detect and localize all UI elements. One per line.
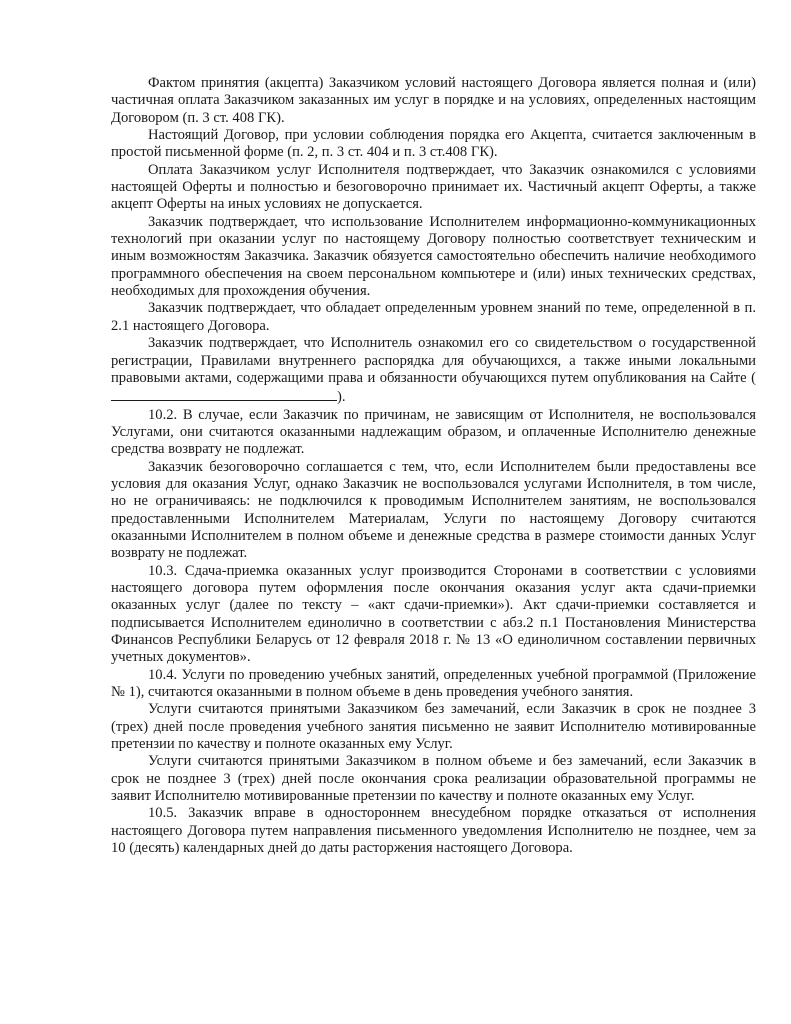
paragraph-contract-form: Настоящий Договор, при условии соблюдения порядка его Акцепта, считается заключенным в простой письменной форме (п. 2, п. 3 ст. 404 и п. 3 ст.408 ГК). [111, 127, 756, 161]
clause-10-5 [111, 805, 756, 857]
paragraph-unconditional-agreement: Заказчик безоговорочно соглашается с тем, что, если Исполнителем были предоставлены все условия для оказания Услуг, однако Заказчик не воспользовался услугами Исполнителя, в том числе, но не ограничиваясь: не подключился к проводимым Исполнителем занятиям, не воспользовался предоставленными Исполнителем Материалам, Услуги по настоящему Договору считаются оказанными Исполнителем в полном объеме и денежные средства в размере стоимости данных Услуг возврату не подлежат. [111, 458, 756, 562]
clause-10-2 [111, 407, 756, 459]
paragraph-acceptance-fact: Фактом принятия (акцепта) Заказчиком условий настоящего Договора является полная и (или) частичная оплата Заказчиком заказанных им услуг в порядке и на условиях, определенных настоящим Договором (п. 3 ст. 408 ГК). [111, 75, 756, 126]
paragraph-knowledge-level: Заказчик подтверждает, что обладает определенным уровнем знаний по теме, определенной в п. 2.1 настоящего Договора. [111, 300, 756, 334]
clause-number: 10.3. [148, 562, 178, 579]
website-blank-line [111, 387, 337, 401]
clause-10-3 [111, 563, 756, 667]
paragraph-text-before: Заказчик подтверждает, что Исполнитель ознакомил его со свидетельством о государственной регистрации, Правилами внутреннего распорядка для обучающихся, а также иными локальными правовыми актами, содержащими права и обязанности обучающихся путем опубликования на Сайте ( [111, 335, 756, 386]
clause-number: 10.5. [148, 805, 178, 822]
clause-number: 10.2. [148, 406, 178, 423]
clause-text: В случае, если Заказчик по причинам, не зависящим от Исполнителя, не воспользовался Услугами, они считаются оказанными надлежащим образом, и оплаченные Исполнителю денежные средства возврату не подлежат. [111, 406, 756, 458]
clause-text: Заказчик вправе в одностороннем внесудебном порядке отказаться от исполнения настоящего Договора путем направления письменного уведомления Исполнителю не позднее, чем за 10 (десять) календарных дней до даты расторжения настоящего Договора. [111, 805, 756, 857]
paragraph-registration-familiarized [111, 335, 756, 406]
clause-text: Сдача-приемка оказанных услуг производится Сторонами в соответствии с условиями настоящего договора путем оформления после окончания оказания услуг акта сдачи-приемки оказанных услуг (далее по тексту – «акт сдачи-приемки»). Акт сдачи-приемки составляется и подписывается Исполнителем единолично в соответствии с абз.2 п.1 Постановления Министерства Финансов Республики Беларусь от 12 февраля 2018 г. № 13 «О единоличном составлении первичных учетных документов». [111, 562, 756, 666]
paragraph-text-after: ). [337, 389, 346, 406]
paragraph-ict-confirmation: Заказчик подтверждает, что использование Исполнителем информационно-коммуникационных технологий при оказании услуг по настоящему Договору полностью соответствует техническим и иным возможностям Заказчика. Заказчик обязуется самостоятельно обеспечить наличие необходимого программного обеспечения на своем персональном компьютере и (или) иных технических средствах, необходимых для прохождения обучения. [111, 213, 756, 300]
clause-number: 10.4. [148, 666, 178, 683]
clause-text: Услуги по проведению учебных занятий, определенных учебной программой (Приложение № 1), считаются оказанными в полном объеме в день проведения учебного занятия. [111, 666, 756, 701]
paragraph-accepted-per-lesson: Услуги считаются принятыми Заказчиком без замечаний, если Заказчик в срок не позднее 3 (трех) дней после проведения учебного занятия письменно не заявит Исполнителю мотивированные претензии по качеству и полноте оказанных ему Услуг. [111, 701, 756, 753]
paragraph-payment-confirms: Оплата Заказчиком услуг Исполнителя подтверждает, что Заказчик ознакомился с условиями настоящей Оферты и полностью и безоговорочно принимает их. Частичный акцепт Оферты, а также акцепт Оферты на иных условиях не допускается. [111, 161, 756, 213]
clause-10-4 [111, 667, 756, 702]
paragraph-accepted-full: Услуги считаются принятыми Заказчиком в полном объеме и без замечаний, если Заказчик в срок не позднее 3 (трех) дней после окончания срока реализации образовательной программы не заявит Исполнителю мотивированные претензии по качеству и полноте оказанных ему Услуг. [111, 753, 756, 805]
document-page [111, 75, 756, 857]
